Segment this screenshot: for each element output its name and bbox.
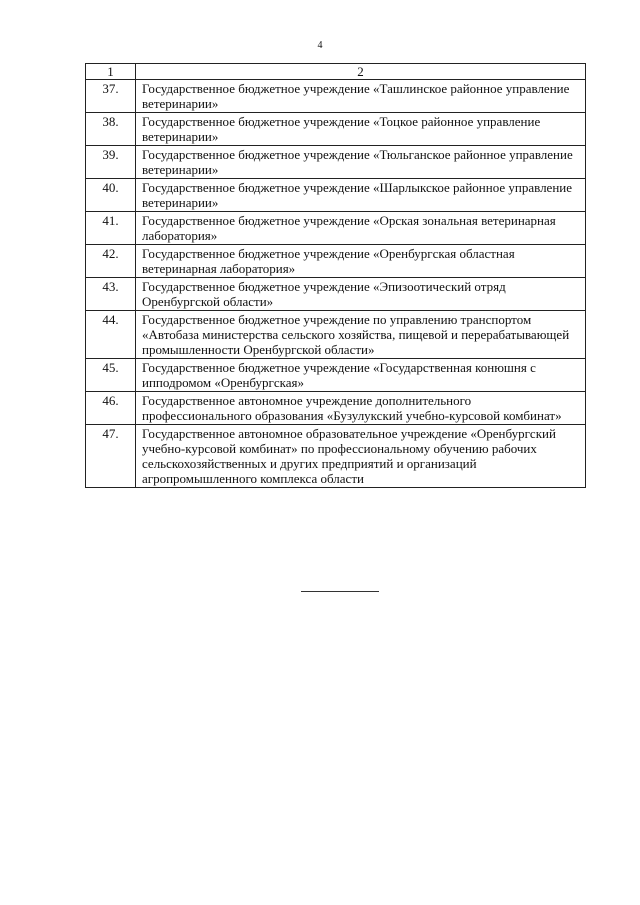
institution-name: Государственное бюджетное учреждение «Орская зональная ветеринарная лаборатория» bbox=[136, 212, 586, 245]
row-number: 45. bbox=[86, 359, 136, 392]
row-number: 41. bbox=[86, 212, 136, 245]
table-row bbox=[86, 278, 586, 311]
row-number: 42. bbox=[86, 245, 136, 278]
row-number: 40. bbox=[86, 179, 136, 212]
row-number: 38. bbox=[86, 113, 136, 146]
row-number: 39. bbox=[86, 146, 136, 179]
table-row bbox=[86, 392, 586, 425]
table-row bbox=[86, 425, 586, 488]
row-number: 43. bbox=[86, 278, 136, 311]
column-header-number: 1 bbox=[86, 64, 136, 80]
institution-name: Государственное бюджетное учреждение «Эпизоотический отряд Оренбургской области» bbox=[136, 278, 586, 311]
table-row bbox=[86, 146, 586, 179]
row-number: 47. bbox=[86, 425, 136, 488]
column-header-name: 2 bbox=[136, 64, 586, 80]
row-number: 46. bbox=[86, 392, 136, 425]
table-row bbox=[86, 359, 586, 392]
institution-name: Государственное бюджетное учреждение «Ташлинское районное управление ветеринарии» bbox=[136, 80, 586, 113]
table-row bbox=[86, 212, 586, 245]
table-row bbox=[86, 245, 586, 278]
institution-name: Государственное бюджетное учреждение «Тоцкое районное управление ветеринарии» bbox=[136, 113, 586, 146]
page-number: 4 bbox=[317, 40, 323, 51]
row-number: 44. bbox=[86, 311, 136, 359]
institutions-table bbox=[85, 63, 586, 488]
institution-name: Государственное бюджетное учреждение по управлению транспортом «Автобаза министерства сельского хозяйства, пищевой и перерабатывающей промышленности Оренбургской области» bbox=[136, 311, 586, 359]
institution-name: Государственное бюджетное учреждение «Тюльганское районное управление ветеринарии» bbox=[136, 146, 586, 179]
institution-name: Государственное бюджетное учреждение «Государственная конюшня с ипподромом «Оренбургская» bbox=[136, 359, 586, 392]
institution-name: Государственное автономное образовательное учреждение «Оренбургский учебно-курсовой комбинат» по профессиональному обучению рабочих сельскохозяйственных и других предприятий и организаций агропромышленного комплекса области bbox=[136, 425, 586, 488]
row-number: 37. bbox=[86, 80, 136, 113]
table-row bbox=[86, 179, 586, 212]
closing-divider-line bbox=[301, 591, 379, 592]
table-row bbox=[86, 80, 586, 113]
table-row bbox=[86, 311, 586, 359]
institution-name: Государственное бюджетное учреждение «Оренбургская областная ветеринарная лаборатория» bbox=[136, 245, 586, 278]
table-row bbox=[86, 113, 586, 146]
institution-name: Государственное автономное учреждение дополнительного профессионального образования «Бузулукский учебно-курсовой комбинат» bbox=[136, 392, 586, 425]
institution-name: Государственное бюджетное учреждение «Шарлыкское районное управление ветеринарии» bbox=[136, 179, 586, 212]
table-header-row bbox=[86, 64, 586, 80]
